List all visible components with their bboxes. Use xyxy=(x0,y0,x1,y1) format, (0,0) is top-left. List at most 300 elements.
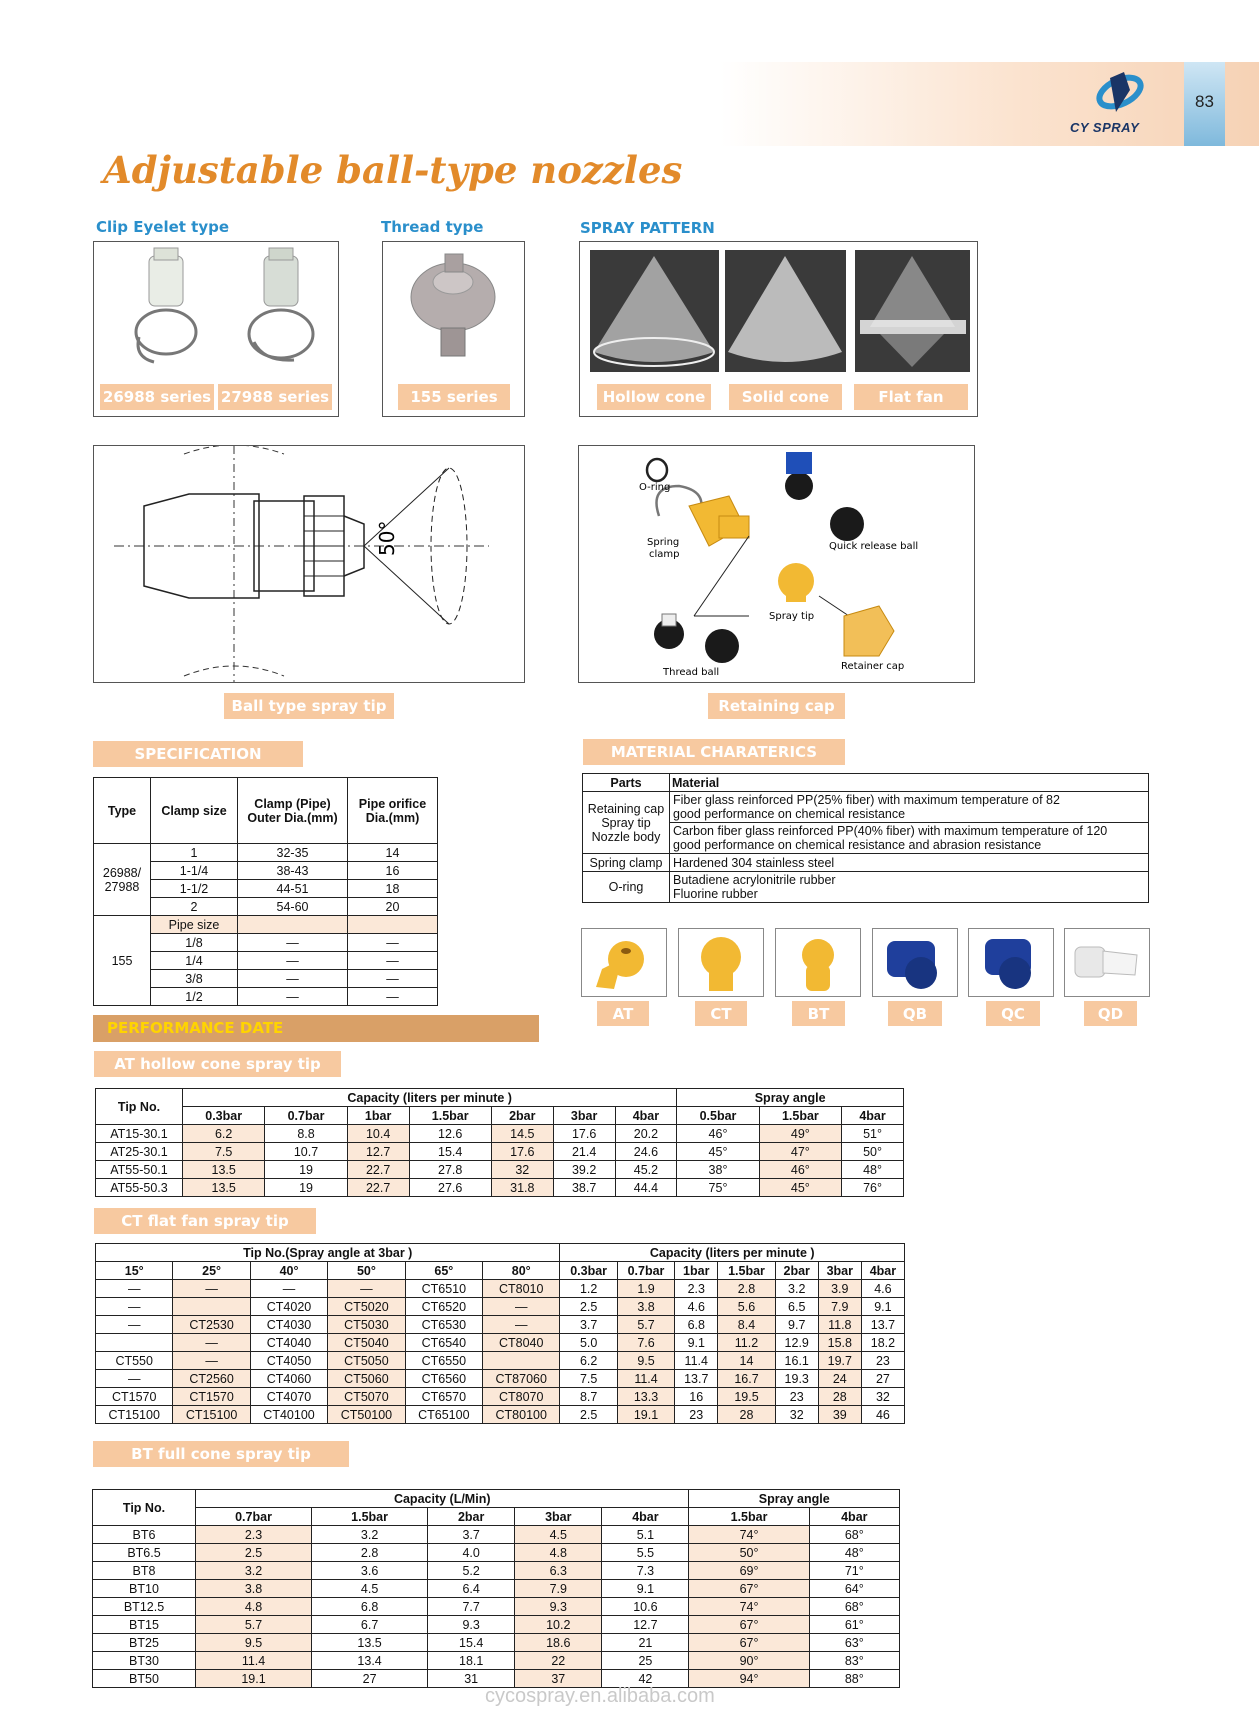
bt-cell: 3.2 xyxy=(196,1562,312,1580)
bt-table-title: BT full cone spray tip xyxy=(93,1441,349,1467)
ct-col-cell: 80° xyxy=(483,1262,560,1280)
ct-cell: — xyxy=(483,1298,560,1316)
ct-col-cell: 65° xyxy=(405,1262,482,1280)
at-cell: 31.8 xyxy=(491,1179,553,1197)
bt-cell: 74° xyxy=(689,1526,809,1544)
at-cell: 45° xyxy=(677,1143,759,1161)
ct-cell: 28 xyxy=(718,1406,775,1424)
table-row xyxy=(93,1544,900,1562)
at-col-cell: 0.3bar xyxy=(183,1107,265,1125)
ct-cell xyxy=(96,1334,173,1352)
ct-cell: 11.4 xyxy=(617,1370,674,1388)
ct-cell: CT4030 xyxy=(250,1316,327,1334)
cy-spray-logo-icon xyxy=(1090,68,1146,116)
at-col-cell: 4bar xyxy=(842,1107,904,1125)
material-carbon-fiber: Carbon fiber glass reinforced PP(40% fiber) with maximum temperature of 120 good performance on chemical resistance and abrasion resistance xyxy=(670,823,1149,854)
at-cell: 17.6 xyxy=(491,1143,553,1161)
ct-cell: 32 xyxy=(775,1406,818,1424)
bt-cell: 13.5 xyxy=(312,1634,428,1652)
ct-cell: 28 xyxy=(818,1388,861,1406)
spec-cell: 2 xyxy=(151,898,238,916)
bt-cell: 15.4 xyxy=(428,1634,515,1652)
at-cell: 46° xyxy=(677,1125,759,1143)
ct-cell: CT5050 xyxy=(328,1352,405,1370)
at-col-cell: 0.7bar xyxy=(265,1107,347,1125)
performance-title: PERFORMANCE DATE xyxy=(93,1015,539,1042)
spec-cell: — xyxy=(348,934,438,952)
ct-cell: CT15100 xyxy=(173,1406,250,1424)
bt-cell: 12.7 xyxy=(602,1616,689,1634)
tip-photo-qc xyxy=(968,928,1054,997)
ct-cell: 5.0 xyxy=(560,1334,617,1352)
ct-col-cell: 25° xyxy=(173,1262,250,1280)
ct-cell: 11.4 xyxy=(675,1352,718,1370)
at-cell: 38.7 xyxy=(553,1179,615,1197)
table-row xyxy=(96,1388,905,1406)
ct-cell: CT6510 xyxy=(405,1280,482,1298)
bt-cell: 10.2 xyxy=(515,1616,602,1634)
bt-cell: 7.3 xyxy=(602,1562,689,1580)
table-row xyxy=(96,1280,905,1298)
spec-header-clamp: Clamp size xyxy=(151,778,238,844)
bt-cell: 4.8 xyxy=(515,1544,602,1562)
bt-cell: 83° xyxy=(809,1652,899,1670)
ct-col-cell: 40° xyxy=(250,1262,327,1280)
bt-cell: 10.6 xyxy=(602,1598,689,1616)
ct-cell: CT1570 xyxy=(96,1388,173,1406)
spec-cell: 1-1/4 xyxy=(151,862,238,880)
clip-eyelet-box xyxy=(93,241,339,417)
bt-cell: 64° xyxy=(809,1580,899,1598)
bt-cell: 42 xyxy=(602,1670,689,1688)
at-cell: 15.4 xyxy=(409,1143,491,1161)
ct-cell: 39 xyxy=(818,1406,861,1424)
ct-cell: 7.5 xyxy=(560,1370,617,1388)
at-header-tip: Tip No. xyxy=(96,1089,183,1125)
spec-cell: 18 xyxy=(348,880,438,898)
table-row xyxy=(96,1161,904,1179)
tip-photo-at xyxy=(581,928,667,997)
at-col-cell: 1.5bar xyxy=(409,1107,491,1125)
bt-cell: 9.1 xyxy=(602,1580,689,1598)
ball-type-caption: Ball type spray tip xyxy=(224,693,394,719)
spec-cell: — xyxy=(238,970,348,988)
ct-cell: CT6530 xyxy=(405,1316,482,1334)
ct-cell: 3.8 xyxy=(617,1298,674,1316)
bt-cell: 2.3 xyxy=(196,1526,312,1544)
ct-cell xyxy=(173,1298,250,1316)
at-cell: 75° xyxy=(677,1179,759,1197)
page-number: 83 xyxy=(1184,62,1225,146)
spec-cell: — xyxy=(348,988,438,1006)
ct-cell: 1.9 xyxy=(617,1280,674,1298)
bt-cell: 31 xyxy=(428,1670,515,1688)
spray-pattern-title: SPRAY PATTERN xyxy=(580,219,715,237)
table-row xyxy=(93,1580,900,1598)
ct-cell: 23 xyxy=(675,1406,718,1424)
label-thread-ball: Thread ball xyxy=(663,667,720,678)
at-header-capacity: Capacity (liters per minute ) xyxy=(183,1089,677,1107)
label-155-series: 155 series xyxy=(398,384,510,410)
at-cell: 45° xyxy=(759,1179,841,1197)
spec-header-type: Type xyxy=(94,778,151,844)
ct-cell: — xyxy=(173,1352,250,1370)
at-col-cell: 2bar xyxy=(491,1107,553,1125)
spec-cell: — xyxy=(238,934,348,952)
ct-cell: 9.5 xyxy=(617,1352,674,1370)
bt-cell: BT8 xyxy=(93,1562,196,1580)
ct-cell: CT5060 xyxy=(328,1370,405,1388)
at-cell: 48° xyxy=(842,1161,904,1179)
table-row xyxy=(93,1634,900,1652)
bt-col-cell: 1.5bar xyxy=(689,1508,809,1526)
at-cell: 21.4 xyxy=(553,1143,615,1161)
material-title: MATERIAL CHARATERICS xyxy=(583,739,845,765)
at-cell: 13.5 xyxy=(183,1161,265,1179)
ct-cell: 11.2 xyxy=(718,1334,775,1352)
spec-cell: 20 xyxy=(348,898,438,916)
spec-cell: 44-51 xyxy=(238,880,348,898)
ct-performance-table xyxy=(95,1243,905,1424)
bt-cell: 18.6 xyxy=(515,1634,602,1652)
ct-cell: 19.7 xyxy=(818,1352,861,1370)
ct-cell: 16.7 xyxy=(718,1370,775,1388)
ct-col-cell: 3bar xyxy=(818,1262,861,1280)
spec-cell: — xyxy=(348,970,438,988)
spec-cell: 32-35 xyxy=(238,844,348,862)
ct-cell: 24 xyxy=(818,1370,861,1388)
bt-col-cell: 1.5bar xyxy=(312,1508,428,1526)
spec-cell: 1/8 xyxy=(151,934,238,952)
spec-cell: 1-1/2 xyxy=(151,880,238,898)
spec-cell: 14 xyxy=(348,844,438,862)
bt-cell: 18.1 xyxy=(428,1652,515,1670)
at-cell: 76° xyxy=(842,1179,904,1197)
ct-cell: 16.1 xyxy=(775,1352,818,1370)
bt-cell: 71° xyxy=(809,1562,899,1580)
bt-cell: 67° xyxy=(689,1580,809,1598)
table-row xyxy=(96,1143,904,1161)
thread-nozzle-image xyxy=(383,242,524,382)
bt-cell: 50° xyxy=(689,1544,809,1562)
table-row xyxy=(93,1616,900,1634)
bt-cell: 63° xyxy=(809,1634,899,1652)
bt-cell: 2.8 xyxy=(312,1544,428,1562)
at-cell: AT25-30.1 xyxy=(96,1143,183,1161)
ct-cell: CT6540 xyxy=(405,1334,482,1352)
ct-cell: CT4050 xyxy=(250,1352,327,1370)
ct-cell: CT50100 xyxy=(328,1406,405,1424)
ct-header-capacity: Capacity (liters per minute ) xyxy=(560,1244,905,1262)
ct-col-cell: 0.7bar xyxy=(617,1262,674,1280)
ct-cell: — xyxy=(96,1298,173,1316)
at-header-angle: Spray angle xyxy=(677,1089,904,1107)
bt-cell: 6.8 xyxy=(312,1598,428,1616)
ct-cell: 18.2 xyxy=(861,1334,904,1352)
bt-cell: 5.5 xyxy=(602,1544,689,1562)
ct-cell: — xyxy=(173,1334,250,1352)
material-steel: Hardened 304 stainless steel xyxy=(670,854,1149,872)
retaining-cap-caption: Retaining cap xyxy=(708,693,845,719)
ct-col-cell: 50° xyxy=(328,1262,405,1280)
table-row xyxy=(96,1316,905,1334)
at-cell: AT55-50.1 xyxy=(96,1161,183,1179)
ct-cell: CT550 xyxy=(96,1352,173,1370)
table-row xyxy=(96,1334,905,1352)
ct-cell: 8.4 xyxy=(718,1316,775,1334)
ct-cell: 19.3 xyxy=(775,1370,818,1388)
spec-cell: — xyxy=(238,952,348,970)
bt-header-tip: Tip No. xyxy=(93,1490,196,1526)
bt-cell: BT30 xyxy=(93,1652,196,1670)
ct-cell: 6.8 xyxy=(675,1316,718,1334)
ct-cell: — xyxy=(483,1316,560,1334)
ct-cell: CT87060 xyxy=(483,1370,560,1388)
tip-label-ct: CT xyxy=(695,1001,747,1026)
table-row xyxy=(96,1352,905,1370)
at-cell: 24.6 xyxy=(615,1143,677,1161)
ct-cell: CT8040 xyxy=(483,1334,560,1352)
at-cell: 19 xyxy=(265,1179,347,1197)
table-row xyxy=(96,1179,904,1197)
material-part-oring: O-ring xyxy=(583,872,670,903)
at-cell: 14.5 xyxy=(491,1125,553,1143)
at-cell: 44.4 xyxy=(615,1179,677,1197)
table-row xyxy=(93,1526,900,1544)
ct-cell: CT4020 xyxy=(250,1298,327,1316)
spec-cell xyxy=(238,916,348,934)
ct-cell: 27 xyxy=(861,1370,904,1388)
bt-cell: 48° xyxy=(809,1544,899,1562)
specification-table xyxy=(93,777,438,1006)
at-cell: 22.7 xyxy=(347,1161,409,1179)
bt-header-capacity: Capacity (L/Min) xyxy=(196,1490,689,1508)
table-row xyxy=(93,1562,900,1580)
ct-cell: — xyxy=(173,1280,250,1298)
spec-cell: 54-60 xyxy=(238,898,348,916)
at-col-cell: 3bar xyxy=(553,1107,615,1125)
material-rubber: Butadiene acrylonitrile rubber Fluorine rubber xyxy=(670,872,1149,903)
bt-cell: 6.4 xyxy=(428,1580,515,1598)
spec-cell: 16 xyxy=(348,862,438,880)
at-cell: 27.6 xyxy=(409,1179,491,1197)
ct-col-cell: 2bar xyxy=(775,1262,818,1280)
ct-cell: 13.7 xyxy=(861,1316,904,1334)
bt-cell: 13.4 xyxy=(312,1652,428,1670)
ct-cell: 13.7 xyxy=(675,1370,718,1388)
bt-cell: 19.1 xyxy=(196,1670,312,1688)
at-cell: 17.6 xyxy=(553,1125,615,1143)
bt-cell: BT10 xyxy=(93,1580,196,1598)
ct-cell: 2.5 xyxy=(560,1406,617,1424)
ct-cell: 9.1 xyxy=(675,1334,718,1352)
ct-cell: 1.2 xyxy=(560,1280,617,1298)
tip-label-qc: QC xyxy=(986,1001,1040,1026)
bt-performance-table xyxy=(92,1489,900,1688)
bt-cell: 68° xyxy=(809,1598,899,1616)
ct-cell: 3.7 xyxy=(560,1316,617,1334)
bt-cell: 11.4 xyxy=(196,1652,312,1670)
spray-pattern-box xyxy=(579,241,978,417)
bt-col-cell: 3bar xyxy=(515,1508,602,1526)
ct-cell: 6.2 xyxy=(560,1352,617,1370)
at-cell: 10.4 xyxy=(347,1125,409,1143)
ct-cell: 2.8 xyxy=(718,1280,775,1298)
table-row xyxy=(96,1125,904,1143)
bt-cell: 9.5 xyxy=(196,1634,312,1652)
ct-cell: CT6550 xyxy=(405,1352,482,1370)
specification-title: SPECIFICATION xyxy=(93,741,303,767)
bt-cell: 3.8 xyxy=(196,1580,312,1598)
ct-cell: 19.1 xyxy=(617,1406,674,1424)
label-spring: Spring xyxy=(647,537,680,548)
label-27988-series: 27988 series xyxy=(218,384,332,410)
brand-name: CY SPRAY xyxy=(1070,120,1140,135)
bt-col-cell: 4bar xyxy=(809,1508,899,1526)
tip-label-bt: BT xyxy=(792,1001,845,1026)
thread-type-title: Thread type xyxy=(381,218,484,236)
label-hollow-cone: Hollow cone xyxy=(597,384,711,410)
bt-cell: 9.3 xyxy=(428,1616,515,1634)
material-header-material: Material xyxy=(670,774,1149,792)
ct-cell: 23 xyxy=(861,1352,904,1370)
bt-cell: 4.5 xyxy=(515,1526,602,1544)
table-row xyxy=(93,1598,900,1616)
table-row xyxy=(96,1406,905,1424)
tip-photo-ct xyxy=(678,928,764,997)
ct-cell: CT2530 xyxy=(173,1316,250,1334)
ct-cell: CT5040 xyxy=(328,1334,405,1352)
ct-cell: CT80100 xyxy=(483,1406,560,1424)
bt-cell: 69° xyxy=(689,1562,809,1580)
bt-cell: 4.8 xyxy=(196,1598,312,1616)
bt-cell: 25 xyxy=(602,1652,689,1670)
ball-tip-diagram-box xyxy=(93,445,525,683)
ct-cell: CT4070 xyxy=(250,1388,327,1406)
tip-label-at: AT xyxy=(597,1001,649,1026)
ct-cell: — xyxy=(96,1316,173,1334)
bt-header-angle: Spray angle xyxy=(689,1490,900,1508)
bt-cell: 61° xyxy=(809,1616,899,1634)
label-flat-fan: Flat fan xyxy=(854,384,968,410)
at-cell: 38° xyxy=(677,1161,759,1179)
at-cell: 22.7 xyxy=(347,1179,409,1197)
ct-cell: — xyxy=(96,1370,173,1388)
ct-cell: CT40100 xyxy=(250,1406,327,1424)
material-table xyxy=(582,773,1149,903)
ball-tip-drawing xyxy=(94,446,524,682)
bt-cell: 6.3 xyxy=(515,1562,602,1580)
bt-cell: 22 xyxy=(515,1652,602,1670)
ct-cell: CT4060 xyxy=(250,1370,327,1388)
spec-cell: 3/8 xyxy=(151,970,238,988)
ct-cell: CT5070 xyxy=(328,1388,405,1406)
at-performance-table xyxy=(95,1088,904,1197)
watermark: cycospray.en.alibaba.com xyxy=(485,1685,715,1707)
at-cell: 47° xyxy=(759,1143,841,1161)
bt-cell: 67° xyxy=(689,1634,809,1652)
ct-col-cell: 1.5bar xyxy=(718,1262,775,1280)
at-cell: 27.8 xyxy=(409,1161,491,1179)
spec-cell: 1/4 xyxy=(151,952,238,970)
label-clamp: clamp xyxy=(649,549,680,560)
label-o-ring: O-ring xyxy=(639,482,671,493)
ct-cell: CT6570 xyxy=(405,1388,482,1406)
bt-cell: 5.7 xyxy=(196,1616,312,1634)
bt-cell: 4.0 xyxy=(428,1544,515,1562)
ct-cell: — xyxy=(96,1280,173,1298)
bt-cell: 68° xyxy=(809,1526,899,1544)
table-row xyxy=(93,1652,900,1670)
ct-cell: CT6560 xyxy=(405,1370,482,1388)
clip-eyelet-title: Clip Eyelet type xyxy=(96,218,230,236)
tip-label-qb: QB xyxy=(888,1001,942,1026)
exploded-view-box xyxy=(578,445,975,683)
ct-cell: 4.6 xyxy=(861,1280,904,1298)
ct-cell xyxy=(483,1352,560,1370)
at-cell: 8.8 xyxy=(265,1125,347,1143)
ct-col-cell: 15° xyxy=(96,1262,173,1280)
bt-cell: 21 xyxy=(602,1634,689,1652)
bt-cell: BT25 xyxy=(93,1634,196,1652)
ct-cell: 8.7 xyxy=(560,1388,617,1406)
bt-cell: 2.5 xyxy=(196,1544,312,1562)
bt-cell: 9.3 xyxy=(515,1598,602,1616)
spec-type-155: 155 xyxy=(94,916,151,1006)
at-col-cell: 0.5bar xyxy=(677,1107,759,1125)
spec-header-pipe: Clamp (Pipe) Outer Dia.(mm) xyxy=(238,778,348,844)
ct-cell: CT15100 xyxy=(96,1406,173,1424)
ct-cell: CT65100 xyxy=(405,1406,482,1424)
at-cell: 7.5 xyxy=(183,1143,265,1161)
ct-cell: 13.3 xyxy=(617,1388,674,1406)
bt-cell: BT6.5 xyxy=(93,1544,196,1562)
at-cell: 51° xyxy=(842,1125,904,1143)
spec-header-orifice: Pipe orifice Dia.(mm) xyxy=(348,778,438,844)
bt-cell: BT50 xyxy=(93,1670,196,1688)
at-cell: 45.2 xyxy=(615,1161,677,1179)
ct-cell: 3.9 xyxy=(818,1280,861,1298)
at-cell: 49° xyxy=(759,1125,841,1143)
at-cell: 46° xyxy=(759,1161,841,1179)
ct-cell: 7.9 xyxy=(818,1298,861,1316)
at-cell: 32 xyxy=(491,1161,553,1179)
ct-cell: 9.7 xyxy=(775,1316,818,1334)
ct-col-cell: 4bar xyxy=(861,1262,904,1280)
bt-cell: 90° xyxy=(689,1652,809,1670)
bt-cell: BT6 xyxy=(93,1526,196,1544)
at-col-cell: 1.5bar xyxy=(759,1107,841,1125)
spec-cell: — xyxy=(348,952,438,970)
bt-cell: 88° xyxy=(809,1670,899,1688)
spec-type-26988: 26988/ 27988 xyxy=(94,844,151,916)
at-cell: AT55-50.3 xyxy=(96,1179,183,1197)
label-retainer-cap: Retainer cap xyxy=(841,661,905,672)
clip-nozzle-image xyxy=(94,242,338,382)
ct-cell: 14 xyxy=(718,1352,775,1370)
label-spray-tip: Spray tip xyxy=(769,611,815,622)
at-cell: 12.6 xyxy=(409,1125,491,1143)
bt-cell: 3.2 xyxy=(312,1526,428,1544)
spec-pipe-size: Pipe size xyxy=(151,916,238,934)
table-row xyxy=(96,1298,905,1316)
ct-cell: 16 xyxy=(675,1388,718,1406)
label-quick-release-ball: Quick release ball xyxy=(829,541,919,552)
at-cell: 20.2 xyxy=(615,1125,677,1143)
at-cell: 13.5 xyxy=(183,1179,265,1197)
ct-cell: CT6520 xyxy=(405,1298,482,1316)
ct-cell: 23 xyxy=(775,1388,818,1406)
